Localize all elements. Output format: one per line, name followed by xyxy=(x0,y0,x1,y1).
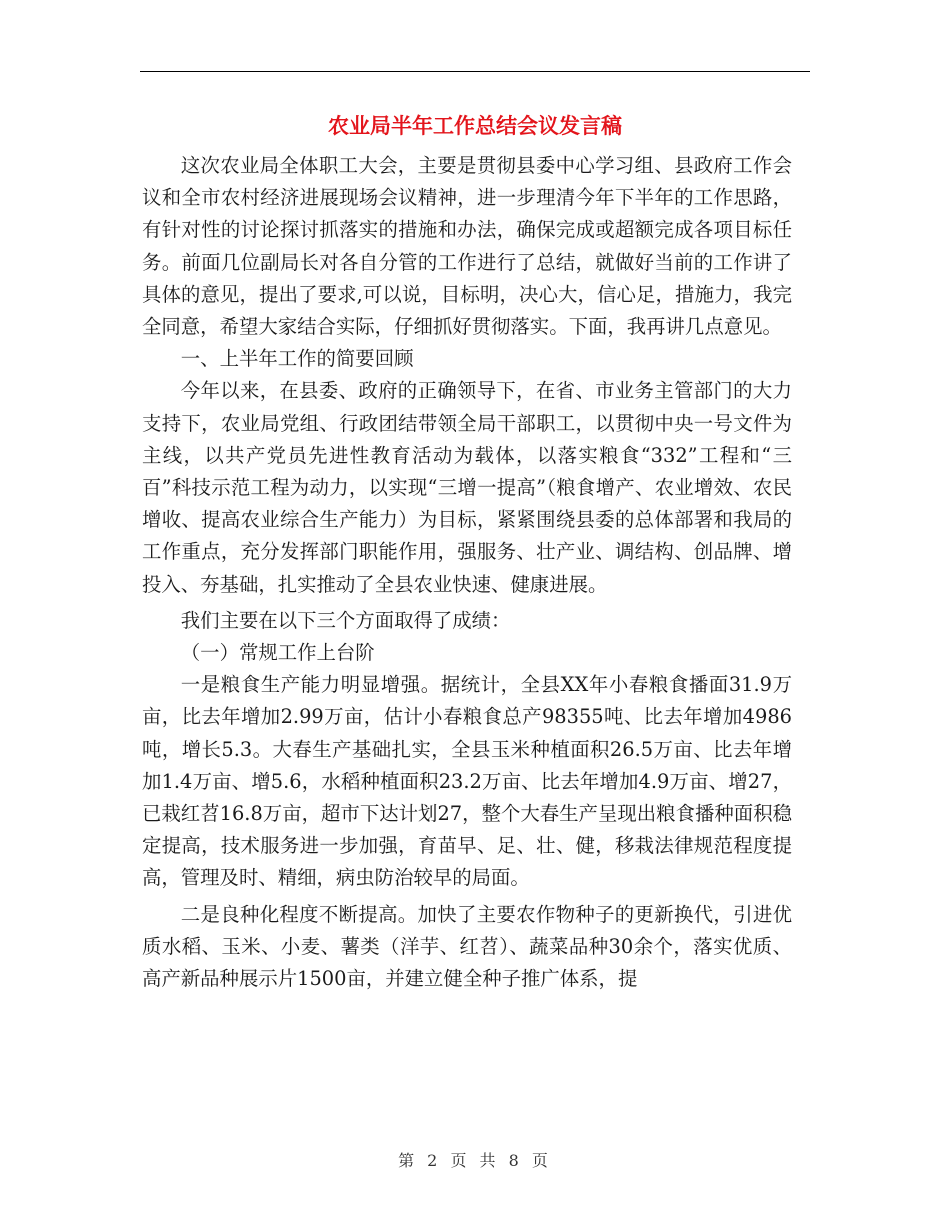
achievements-intro: 我们主要在以下三个方面取得了成绩： xyxy=(180,608,511,632)
section-heading-review: 一、上半年工作的简要回顾 xyxy=(180,347,414,371)
grain-production-paragraph: 一是粮食生产能力明显增强。据统计，全县XX年小春粮食播面31.9万亩，比去年增加2.99万亩，估计小春粮食总产98355吨、比去年增加4986吨，增长5.3。大春生产基础扎实，全县玉米种植面积26.5万亩、比去年增加1.4万亩、增5.6，水稻种植面积23.2万亩、比去年增加4.9万亩、增27，已栽红苕16.8万亩，超市下达计划27，整个大春生产呈现出粮食播种面积稳定提高，技术服务进一步加强，育苗早、足、壮、健，移栽法律规范程度提高，管理及时、精细，病虫防治较早的局面。 xyxy=(142,673,792,890)
header-rule xyxy=(140,71,810,72)
page-number-footer: 第 2 页 共 8 页 xyxy=(398,1151,552,1170)
review-paragraph: 今年以来，在县委、政府的正确领导下，在省、市业务主管部门的大力支持下，农业局党组、行政团结带领全局干部职工，以贯彻中央一号文件为主线，以共产党员先进性教育活动为载体，以落实粮食“332”工程和“三百”科技示范工程为动力，以实现“三增一提高”（粮食增产、农业增效、农民增收、提高农业综合生产能力）为目标，紧紧围绕县委的总体部署和我局的工作重点，充分发挥部门职能作用，强服务、壮产业、调结构、创品牌、增投入、夯基础，扎实推动了全县农业快速、健康进展。 xyxy=(142,379,792,596)
subsection-heading-routine-work: （一）常规工作上台阶 xyxy=(180,641,375,665)
document-body xyxy=(142,150,792,995)
seed-improvement-paragraph: 二是良种化程度不断提高。加快了主要农作物种子的更新换代，引进优质水稻、玉米、小麦、薯类（洋芋、红苕）、蔬菜品种30余个，落实优质、高产新品种展示片1500亩，并建立健全种子推广体系，提 xyxy=(142,902,792,991)
document-title: 农业局半年工作总结会议发言稿 xyxy=(328,113,622,138)
intro-paragraph: 这次农业局全体职工大会，主要是贯彻县委中心学习组、县政府工作会议和全市农村经济进展现场会议精神，进一步理清今年下半年的工作思路，有针对性的讨论探讨抓落实的措施和办法，确保完成或超额完成各项目标任务。前面几位副局长对各自分管的工作进行了总结，就做好当前的工作讲了具体的意见，提出了要求,可以说，目标明，决心大，信心足，措施力，我完全同意，希望大家结合实际，仔细抓好贯彻落实。下面，我再讲几点意见。 xyxy=(142,154,792,339)
